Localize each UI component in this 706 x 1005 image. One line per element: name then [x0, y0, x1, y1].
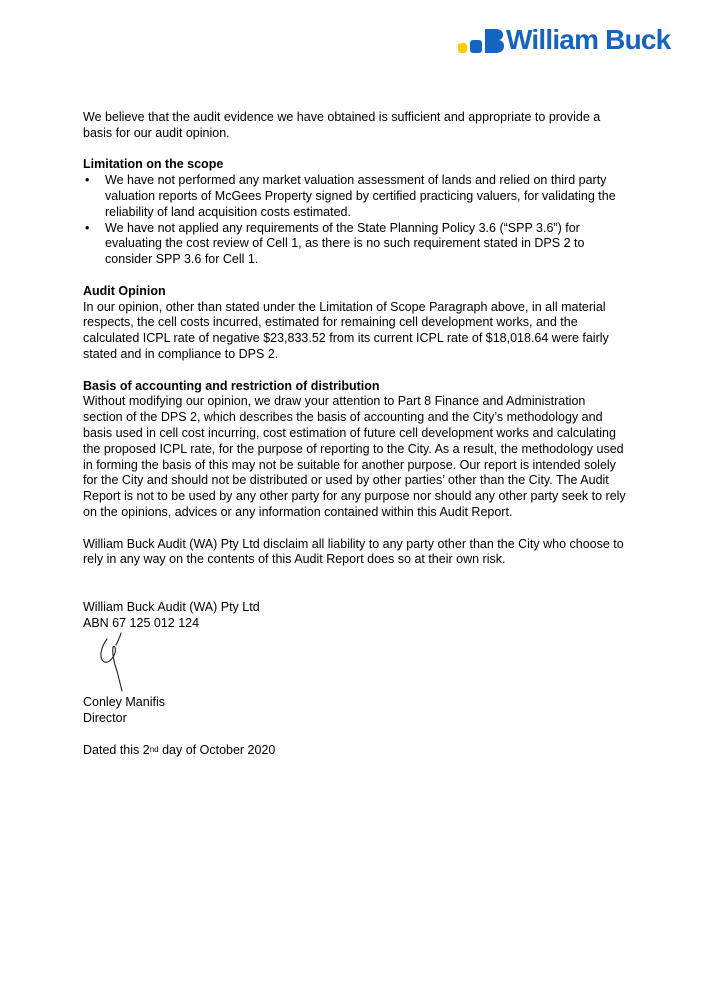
- logo-mark-icon: [456, 26, 504, 56]
- intro-paragraph: We believe that the audit evidence we have obtained is sufficient and appropriate to provide a basis for our audit opinion.: [83, 110, 601, 140]
- firm-name: William Buck Audit (WA) Pty Ltd: [83, 599, 260, 614]
- william-buck-logo: [456, 26, 692, 60]
- report-body: [83, 110, 628, 758]
- dated-rest: day of October 2020: [158, 742, 276, 757]
- brand-name: William Buck: [506, 24, 671, 55]
- signature: [87, 631, 147, 693]
- limitation-list: [83, 173, 628, 268]
- opinion-paragraph: In our opinion, other than stated under the Limitation of Scope Paragraph above, in all material respects, the cell costs incurred, estimated for remaining cell development works, and the calculated ICPL rate of negative $23,833.52 from its current ICPL rate of $18,018.64 were fairly stated and in compliance to DPS 2.: [83, 299, 609, 361]
- basis-heading: Basis of accounting and restriction of distribution: [83, 378, 380, 393]
- basis-paragraph: Without modifying our opinion, we draw your attention to Part 8 Finance and Administration section of the DPS 2, which describes the basis of accounting and the City’s methodology and basis used in cell cost incurring, cost estimation of future cell development works and calculating the proposed ICPL rate, for the purpose of reporting to the City. As a result, the methodology used in forming the basis of this may not be suitable for another purpose. Our report is intended solely for the City and should not be distributed or used by other parties’ other than the City. The Audit Report is not to be used by any other party for any purpose nor should any other party seek to rely on the opinions, advices or any information contained within this Audit Report.: [83, 394, 626, 519]
- dated-prefix: Dated this 2: [83, 742, 150, 757]
- abn: ABN 67 125 012 124: [83, 615, 200, 630]
- signatory-name: Conley Manifis: [83, 695, 165, 710]
- limitation-heading: Limitation on the scope: [83, 157, 224, 172]
- dated-line: [83, 743, 628, 759]
- opinion-heading: Audit Opinion: [83, 283, 166, 298]
- signatory-title: Director: [83, 711, 127, 726]
- disclaimer-paragraph: William Buck Audit (WA) Pty Ltd disclaim all liability to any party other than the City who choose to rely in any way on the contents of this Audit Report does so at their own risk.: [83, 536, 624, 567]
- limitation-bullet-1: • We have not performed any market valuation assessment of lands and relied on third party valuation reports of McGees Property signed by certified practicing valuers, for validating the reliability of land acquisition costs estimated.: [83, 173, 628, 220]
- limitation-bullet-2: • We have not applied any requirements of the State Planning Policy 3.6 (“SPP 3.6”) for evaluating the cost review of Cell 1, as there is no such requirement stated in DPS 2 to consider SPP 3.6 for Cell 1.: [83, 221, 628, 268]
- dated-ordinal: nd: [149, 744, 159, 754]
